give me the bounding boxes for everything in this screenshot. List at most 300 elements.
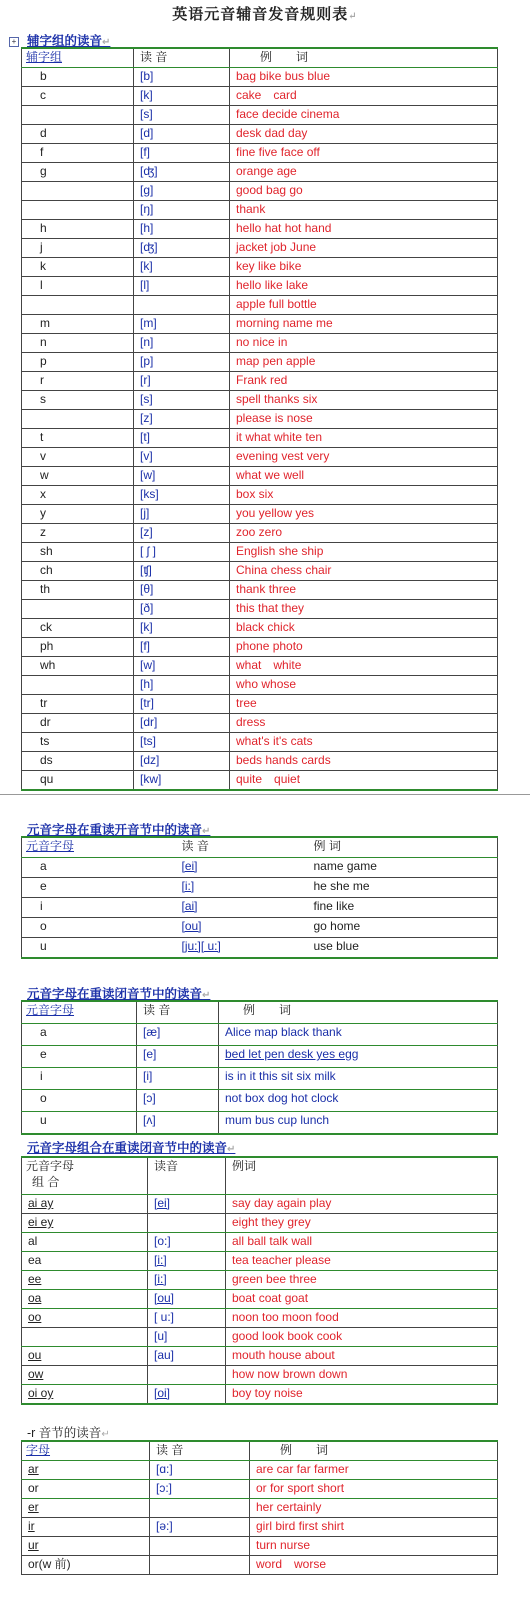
table-row [22, 918, 498, 938]
table-cell: tr [22, 695, 134, 714]
header-pron: 读 音 [134, 48, 230, 68]
table-row [22, 1068, 498, 1090]
text-span: 元音字母组合在重读闭音节中的读音 [27, 1141, 228, 1155]
table-row [22, 733, 498, 752]
table-cell: morning name me [230, 315, 498, 334]
text-span: 元音字母 [26, 1159, 75, 1173]
table-cell: [z] [134, 410, 230, 429]
table-cell: [θ] [134, 581, 230, 600]
table-cell: [k] [134, 87, 230, 106]
table-cell: g [22, 163, 134, 182]
table-cell: tree [230, 695, 498, 714]
table-row [22, 277, 498, 296]
table-cell: bag bike bus blue [230, 68, 498, 87]
table-cell: [f] [134, 144, 230, 163]
section-title-r-syllable [27, 1423, 110, 1441]
table-cell: [ei] [176, 858, 308, 878]
table-cell: tea teacher please [226, 1252, 498, 1271]
table-cell: box six [230, 486, 498, 505]
table-cell [22, 182, 134, 201]
table-cell: dress [230, 714, 498, 733]
table-cell: 读音 [148, 1157, 226, 1195]
table-header-row [22, 1157, 498, 1195]
table-cell: ee [22, 1271, 148, 1290]
table-cell: a [22, 1024, 137, 1046]
table-cell: al [22, 1233, 148, 1252]
table-cell: [ks] [134, 486, 230, 505]
table-cell: [tr] [134, 695, 230, 714]
table-cell: qu [22, 771, 134, 791]
table-cell: her certainly [250, 1499, 498, 1518]
table-row [22, 220, 498, 239]
table-cell: or for sport short [250, 1480, 498, 1499]
table-cell: [z] [134, 524, 230, 543]
table-cell: b [22, 68, 134, 87]
table-cell [150, 1556, 250, 1575]
table-cell: [i:] [148, 1271, 226, 1290]
table-row [22, 448, 498, 467]
table-cell [134, 296, 230, 315]
table-row [22, 695, 498, 714]
table-cell: k [22, 258, 134, 277]
table-cell: z [22, 524, 134, 543]
table-cell [22, 1328, 148, 1347]
table-cell: turn nurse [250, 1537, 498, 1556]
table-row [22, 353, 498, 372]
table-cell: please is nose [230, 410, 498, 429]
table-cell: English she ship [230, 543, 498, 562]
table-row [22, 106, 498, 125]
page-break-divider [0, 794, 530, 795]
text-span: -r 音节的读音 [27, 1426, 102, 1440]
table-cell: boat coat goat [226, 1290, 498, 1309]
table-row [22, 372, 498, 391]
table-cell: what's it's cats [230, 733, 498, 752]
table-cell: h [22, 220, 134, 239]
table-cell: 读 音 [176, 837, 308, 858]
table-row [22, 581, 498, 600]
table-row [22, 1112, 498, 1135]
table-cell: [oi] [148, 1385, 226, 1405]
table-cell: [p] [134, 353, 230, 372]
table-cell: x [22, 486, 134, 505]
table-cell: 读 音 [150, 1441, 250, 1461]
table-row [22, 1046, 498, 1068]
table-row [22, 1366, 498, 1385]
table-cell: ow [22, 1366, 148, 1385]
table-cell: quite quiet [230, 771, 498, 791]
table-cell: [ŋ] [134, 201, 230, 220]
table-cell: ts [22, 733, 134, 752]
table-cell: [ u:] [148, 1309, 226, 1328]
table-cell: oa [22, 1290, 148, 1309]
r-syllable-table [21, 1440, 498, 1575]
table-row [22, 1214, 498, 1233]
table-cell: 例 词 [250, 1441, 498, 1461]
paragraph-mark-icon: ↵ [102, 37, 111, 48]
section-title-vowel-combos [27, 1138, 235, 1156]
table-cell [22, 676, 134, 695]
table-cell: no nice in [230, 334, 498, 353]
table-row [22, 1233, 498, 1252]
table-cell: [k] [134, 619, 230, 638]
table-cell: [i:] [176, 878, 308, 898]
table-row [22, 467, 498, 486]
table-row [22, 1271, 498, 1290]
table-row [22, 239, 498, 258]
table-cell [22, 106, 134, 125]
table-cell: [m] [134, 315, 230, 334]
table-row [22, 1309, 498, 1328]
table-cell: hello hat hot hand [230, 220, 498, 239]
table-cell: ea [22, 1252, 148, 1271]
table-cell: girl bird first shirt [250, 1518, 498, 1537]
table-cell: [dr] [134, 714, 230, 733]
table-cell [148, 1366, 226, 1385]
table-row [22, 1518, 498, 1537]
consonant-table [21, 47, 498, 791]
table-cell: good look book cook [226, 1328, 498, 1347]
table-cell: are car far farmer [250, 1461, 498, 1480]
table-cell: [u] [148, 1328, 226, 1347]
table-cell: p [22, 353, 134, 372]
table-cell: o [22, 1090, 137, 1112]
table-cell: [k] [134, 258, 230, 277]
text-span: 组 合 [32, 1175, 60, 1189]
table-cell: 例词 [226, 1157, 498, 1195]
table-row [22, 296, 498, 315]
table-cell: boy toy noise [226, 1385, 498, 1405]
table-row [22, 1090, 498, 1112]
table-cell: phone photo [230, 638, 498, 657]
table-row [22, 562, 498, 581]
table-cell: go home [308, 918, 498, 938]
closed-syllable-table [21, 1000, 498, 1135]
table-cell: use blue [308, 938, 498, 959]
table-row [22, 1385, 498, 1405]
table-cell: i [22, 1068, 137, 1090]
table-cell: [t] [134, 429, 230, 448]
table-cell: [w] [134, 657, 230, 676]
table-row [22, 543, 498, 562]
table-cell: [ai] [176, 898, 308, 918]
table-cell: ei ey [22, 1214, 148, 1233]
table-row [22, 1480, 498, 1499]
table-row [22, 315, 498, 334]
table-cell: [kw] [134, 771, 230, 791]
table-cell: [dz] [134, 752, 230, 771]
table-cell: er [22, 1499, 150, 1518]
table-row [22, 1195, 498, 1214]
table-row [22, 68, 498, 87]
table-cell [148, 1214, 226, 1233]
page-title [0, 3, 530, 24]
table-cell: [ɑ:] [150, 1461, 250, 1480]
table-cell: eight they grey [226, 1214, 498, 1233]
table-cell: ck [22, 619, 134, 638]
table-cell: map pen apple [230, 353, 498, 372]
table-cell: ds [22, 752, 134, 771]
table-cell: 元音字母 [22, 1001, 137, 1024]
header-letters: 辅字组 [22, 48, 134, 68]
table-row [22, 1328, 498, 1347]
table-cell: dr [22, 714, 134, 733]
table-cell: f [22, 144, 134, 163]
table-cell: 字母 [22, 1441, 150, 1461]
table-cell: apple full bottle [230, 296, 498, 315]
table-row [22, 619, 498, 638]
table-row [22, 657, 498, 676]
table-cell: ph [22, 638, 134, 657]
table-cell: ir [22, 1518, 150, 1537]
table-cell: he she me [308, 878, 498, 898]
table-cell: 例 词 [308, 837, 498, 858]
table-row [22, 87, 498, 106]
table-cell: face decide cinema [230, 106, 498, 125]
table-cell: orange age [230, 163, 498, 182]
table-row [22, 1537, 498, 1556]
text-span: 辅字组的读音 [27, 34, 103, 48]
table-cell: all ball talk wall [226, 1233, 498, 1252]
table-cell: evening vest very [230, 448, 498, 467]
table-row [22, 163, 498, 182]
table-cell: 读 音 [137, 1001, 219, 1024]
table-row [22, 676, 498, 695]
table-cell: [ʌ] [137, 1112, 219, 1135]
table-cell: name game [308, 858, 498, 878]
table-row [22, 1290, 498, 1309]
table-cell: [f] [134, 638, 230, 657]
text-span: 元音字母在重读开音节中的读音 [27, 823, 203, 837]
table-header-row [22, 837, 498, 858]
table-cell: i [22, 898, 176, 918]
table-cell [22, 600, 134, 619]
table-cell: oi oy [22, 1385, 148, 1405]
table-cell: ou [22, 1347, 148, 1366]
paragraph-mark-icon: ↵ [101, 1429, 110, 1440]
table-cell: zoo zero [230, 524, 498, 543]
table-cell: r [22, 372, 134, 391]
table-cell: [ ʃ ] [134, 543, 230, 562]
table-cell: e [22, 878, 176, 898]
table-cell: what white [230, 657, 498, 676]
table-cell: w [22, 467, 134, 486]
table-cell: 例 词 [219, 1001, 498, 1024]
table-cell: [e] [137, 1046, 219, 1068]
table-cell: thank [230, 201, 498, 220]
table-row [22, 771, 498, 791]
paragraph-mark-icon: ↵ [348, 11, 358, 22]
text-span: 元音字母在重读闭音节中的读音 [27, 987, 203, 1001]
table-cell: [ʤ] [134, 239, 230, 258]
table-row [22, 1252, 498, 1271]
table-cell: how now brown down [226, 1366, 498, 1385]
table-row [22, 144, 498, 163]
table-header-row [22, 1441, 498, 1461]
header-words: 例 词 [230, 48, 498, 68]
table-cell: [ei] [148, 1195, 226, 1214]
table-cell: ai ay [22, 1195, 148, 1214]
table-cell: thank three [230, 581, 498, 600]
table-cell [150, 1537, 250, 1556]
paragraph-mark-icon: ↵ [227, 1144, 236, 1155]
table-cell: [h] [134, 220, 230, 239]
table-row [22, 878, 498, 898]
table-cell: jacket job June [230, 239, 498, 258]
table-cell: key like bike [230, 258, 498, 277]
table-cell: t [22, 429, 134, 448]
table-cell: Alice map black thank [219, 1024, 498, 1046]
table-cell: [b] [134, 68, 230, 87]
table-cell: m [22, 315, 134, 334]
table-row [22, 429, 498, 448]
table-cell: [i] [137, 1068, 219, 1090]
table-cell: [i:] [148, 1252, 226, 1271]
table-row [22, 638, 498, 657]
table-cell: [n] [134, 334, 230, 353]
paragraph-mark-icon: ↵ [202, 990, 211, 1001]
table-cell: [au] [148, 1347, 226, 1366]
table-cell: [æ] [137, 1024, 219, 1046]
table-cell: this that they [230, 600, 498, 619]
table-cell: you yellow yes [230, 505, 498, 524]
table-cell: [r] [134, 372, 230, 391]
table-row [22, 524, 498, 543]
text-span: 英语元音辅音发音规则表 [172, 5, 349, 23]
table-cell: fine five face off [230, 144, 498, 163]
open-syllable-table [21, 836, 498, 959]
table-cell [22, 410, 134, 429]
table-cell [150, 1499, 250, 1518]
table-row [22, 182, 498, 201]
table-row [22, 858, 498, 878]
table-cell: noon too moon food [226, 1309, 498, 1328]
table-cell: cake card [230, 87, 498, 106]
table-cell: l [22, 277, 134, 296]
table-cell: word worse [250, 1556, 498, 1575]
table-row [22, 201, 498, 220]
table-cell: s [22, 391, 134, 410]
table-row [22, 258, 498, 277]
table-cell: sh [22, 543, 134, 562]
table-cell: hello like lake [230, 277, 498, 296]
table-row [22, 391, 498, 410]
table-cell: [ɔ] [137, 1090, 219, 1112]
table-cell: c [22, 87, 134, 106]
table-row [22, 1347, 498, 1366]
table-row [22, 898, 498, 918]
table-cell: China chess chair [230, 562, 498, 581]
table-cell: say day again play [226, 1195, 498, 1214]
table-cell: Frank red [230, 372, 498, 391]
table-cell: [j] [134, 505, 230, 524]
table-cell: ur [22, 1537, 150, 1556]
table-cell: who whose [230, 676, 498, 695]
table-cell: [h] [134, 676, 230, 695]
table-cell: or(w 前) [22, 1556, 150, 1575]
table-cell: a [22, 858, 176, 878]
table-cell: desk dad day [230, 125, 498, 144]
table-cell: mouth house about [226, 1347, 498, 1366]
table-cell: [s] [134, 106, 230, 125]
table-row [22, 410, 498, 429]
table-cell: [ʤ] [134, 163, 230, 182]
table-cell: [ou] [148, 1290, 226, 1309]
table-row [22, 505, 498, 524]
table-cell: [d] [134, 125, 230, 144]
table-cell: mum bus cup lunch [219, 1112, 498, 1135]
table-row [22, 1556, 498, 1575]
table-cell: d [22, 125, 134, 144]
table-cell: y [22, 505, 134, 524]
table-cell: is in it this sit six milk [219, 1068, 498, 1090]
table-cell: not box dog hot clock [219, 1090, 498, 1112]
table-cell: wh [22, 657, 134, 676]
table-cell: v [22, 448, 134, 467]
table-row [22, 600, 498, 619]
table-header-row [22, 1001, 498, 1024]
table-row [22, 1024, 498, 1046]
table-cell: [g] [134, 182, 230, 201]
table-cell: [v] [134, 448, 230, 467]
vowel-combo-table [21, 1156, 498, 1405]
table-cell: [ts] [134, 733, 230, 752]
table-cell: o [22, 918, 176, 938]
table-cell: [s] [134, 391, 230, 410]
table-cell: [ɔ:] [150, 1480, 250, 1499]
table-cell: ch [22, 562, 134, 581]
table-cell: oo [22, 1309, 148, 1328]
table-cell: [w] [134, 467, 230, 486]
table-row [22, 938, 498, 959]
table-cell: 元音字母 [22, 837, 176, 858]
table-row [22, 1499, 498, 1518]
table-cell: green bee three [226, 1271, 498, 1290]
table-cell: [ju:][ u:] [176, 938, 308, 959]
table-cell: black chick [230, 619, 498, 638]
table-cell: n [22, 334, 134, 353]
table-cell: ar [22, 1461, 150, 1480]
table-cell: spell thanks six [230, 391, 498, 410]
table-cell [22, 296, 134, 315]
table-cell: u [22, 938, 176, 959]
table-cell: [ð] [134, 600, 230, 619]
table-cell [22, 1157, 148, 1195]
table-row [22, 334, 498, 353]
table-row [22, 714, 498, 733]
table-cell: j [22, 239, 134, 258]
table-row [22, 486, 498, 505]
table-cell: bed let pen desk yes egg [219, 1046, 498, 1068]
expand-icon[interactable]: + [9, 37, 19, 47]
table-header-row [22, 48, 498, 68]
table-cell: fine like [308, 898, 498, 918]
table-row [22, 752, 498, 771]
table-row [22, 1461, 498, 1480]
table-cell: what we well [230, 467, 498, 486]
table-cell: [ou] [176, 918, 308, 938]
table-cell: [ʧ] [134, 562, 230, 581]
table-cell [22, 201, 134, 220]
table-cell: e [22, 1046, 137, 1068]
table-cell: good bag go [230, 182, 498, 201]
table-cell: th [22, 581, 134, 600]
table-cell: [l] [134, 277, 230, 296]
table-row [22, 125, 498, 144]
table-cell: beds hands cards [230, 752, 498, 771]
table-cell: [o:] [148, 1233, 226, 1252]
table-cell: u [22, 1112, 137, 1135]
